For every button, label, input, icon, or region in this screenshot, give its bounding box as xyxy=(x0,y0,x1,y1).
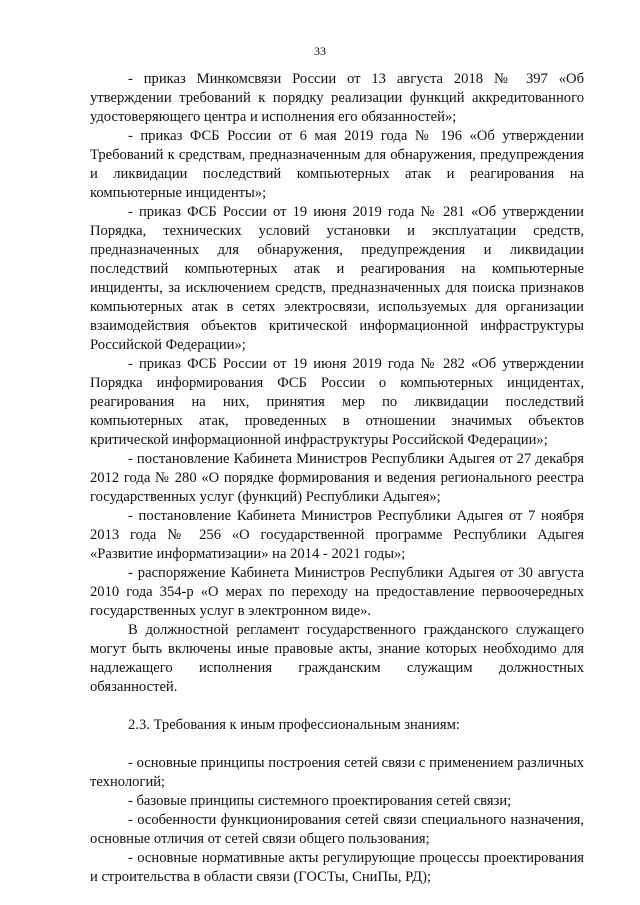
paragraph-resolution-256: - постановление Кабинета Министров Республики Адыгея от 7 ноября 2013 года № 256 «О государственной программе Республики Адыгея «Развитие информатизации» на 2014 - 2021 годы»; xyxy=(90,508,584,562)
paragraph-order-354r: - распоряжение Кабинета Министров Республики Адыгея от 30 августа 2010 года 354-р «О мерах по переходу на предоставление первоочередных государственных услуг в электронном виде». xyxy=(90,565,584,619)
section-heading-2-3: 2.3. Требования к иным профессиональным знаниям: xyxy=(128,717,460,733)
knowledge-item-network-principles: - основные принципы построения сетей связи с применением различных технологий; xyxy=(90,755,584,790)
knowledge-item-system-design: - базовые принципы системного проектирования сетей связи; xyxy=(128,793,512,809)
knowledge-item-special-networks: - особенности функционирования сетей связи специального назначения, основные отличия от сетей связи общего пользования; xyxy=(90,812,584,847)
page-number: 33 xyxy=(314,44,326,58)
paragraph-order-fsb-282: - приказ ФСБ России от 19 июня 2019 года № 282 «Об утверждении Порядка информирования ФСБ России о компьютерных инцидентах, реагирования на них, принятия мер по ликвидации последствий компьютерных атак, проведенных в отношении значимых объектов критической информационной инфраструктуры Российской Федерации»; xyxy=(90,356,584,448)
knowledge-item-regulatory-acts: - основные нормативные акты регулирующие процессы проектирования и строительства в области связи (ГОСТы, СниПы, РД); xyxy=(90,850,584,885)
paragraph-order-fsb-281: - приказ ФСБ России от 19 июня 2019 года № 281 «Об утверждении Порядка, технических условий установки и эксплуатации средств, предназначенных для обнаружения, предупреждения и ликвидации последствий компьютерных атак и реагирования на компьютерные инциденты, за исключением средств, предназначенных для поиска признаков компьютерных атак в сетях электросвязи, используемых для организации взаимодействия объектов критической информационной инфраструктуры Российской Федерации»; xyxy=(90,204,584,353)
paragraph-other-legal-acts: В должностной регламент государственного гражданского служащего могут быть включены иные правовые акты, знание которых необходимо для надлежащего исполнения гражданским служащим должностных обязанностей. xyxy=(90,622,584,695)
paragraph-order-fsb-196: - приказ ФСБ России от 6 мая 2019 года № 196 «Об утверждении Требований к средствам, предназначенным для обнаружения, предупреждения и ликвидации последствий компьютерных атак и реагирования на компьютерные инциденты»; xyxy=(90,128,584,201)
paragraph-resolution-280: - постановление Кабинета Министров Республики Адыгея от 27 декабря 2012 года № 280 «О порядке формирования и ведения регионального реестра государственных услуг (функций) Республики Адыгея»; xyxy=(90,451,584,505)
paragraph-order-mincomsvyaz-397: - приказ Минкомсвязи России от 13 августа 2018 № 397 «Об утверждении требований к порядку реализации функций аккредитованного удостоверяющего центра и исполнения его обязанностей»; xyxy=(90,71,584,125)
document-body xyxy=(90,70,584,887)
